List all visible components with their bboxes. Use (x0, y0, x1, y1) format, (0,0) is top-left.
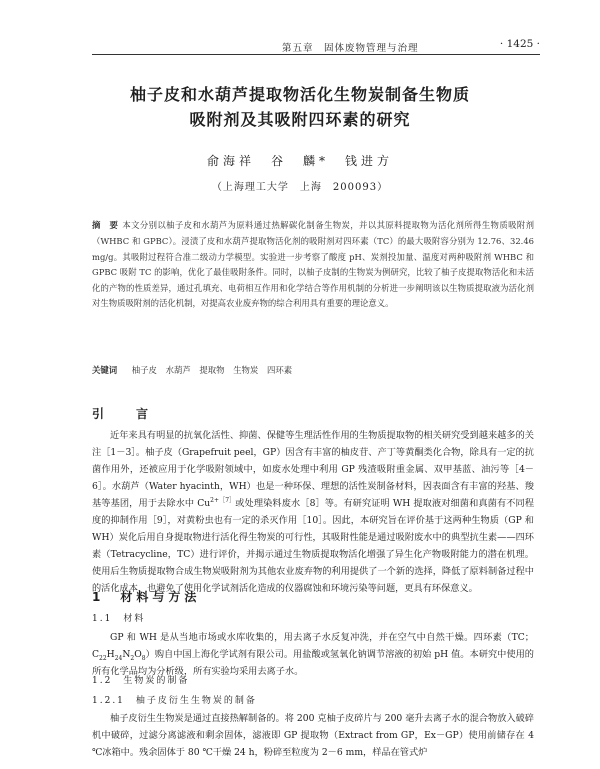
formula-subscript: 2 (130, 654, 135, 662)
abstract-text: 本文分别以柚子皮和水葫芦为原料通过热解碳化制备生物炭，并以其原料提取物为活化剂所得生物质吸附剂（WHBC 和 GPBC）。浸渍了皮和水葫芦提取物活化剂的吸附剂对四环素（TC）的最大吸附容分别为 12.76、32.46 mg/g。其吸附过程符合准二级动力学模型。实验进一步考察了酸度 pH、炭剂投加量、温度对两种吸附剂 WHBC 和 GPBC 吸附 TC 的影响，优化了最佳吸附条件。同时，以柚子皮制的生物炭为例研究，比较了柚子皮提取物活化和未活化的产物的性质差异，通过孔填充、电荷相互作用和化学结合等作用机制的分析进一步阐明该以生物质提取液为活化剂对生物质吸附剂的活化机制，对提高农业废弃物的综合利用具有重要的理论意义。 (92, 220, 535, 309)
materials-text-part: GP 和 WH 是从当地市场或水库收集的，用去离子水反复冲洗，并在空气中自然干燥。四环素（TC；C (92, 632, 534, 660)
chapter-title: 第五章 固体废物管理与治理 (282, 43, 419, 54)
materials-text-part: N (122, 649, 131, 660)
keywords-label: 关键词 (92, 365, 118, 375)
formula-subscript: 8 (141, 654, 146, 662)
keywords (92, 364, 534, 376)
materials-text-part: O (134, 649, 142, 660)
abstract (92, 218, 534, 312)
formula-subscript: 24 (114, 654, 123, 662)
running-header (92, 34, 540, 55)
materials-text-part: H (106, 649, 115, 660)
authors: 俞海祥 谷 麟* 钱进方 (206, 154, 393, 168)
gp-biochar-paragraph: 柚子皮衍生生物炭是通过直接热解制备的。将 200 克柚子皮碎片与 200 毫升去离子水的混合物放入破碎机中破碎，过滤分离滤液和剩余固体，滤液即 GP 提取物（Extract from GP，Ex－GP）使用前储存在 4 ℃冰箱中。残余固体于 80 ℃干燥 24 h，粉碎至粒度为 2－6 mm，样品在管式炉 (92, 713, 534, 758)
materials-text-part: ）购自中国上海化学试剂有限公司。用盐酸或氢氧化钠调节溶液的初始 pH 值。本研究中使用的所有化学品均为分析级，所有实验均采用去离子水。 (92, 649, 534, 677)
citation-superscript: 2+［7］ (210, 496, 236, 504)
keyword: 提取物 (199, 365, 225, 375)
section-heading-materials-methods: 1 材料与方法 (92, 590, 201, 604)
affiliation: （上海理工大学 上海 200093） (211, 182, 389, 193)
paper-title-line-2: 吸附剂及其吸附四环素的研究 (189, 110, 411, 129)
keyword: 四环素 (266, 365, 293, 375)
intro-text-part: 或处理染料废水［8］等。有研究证明 WH 提取液对细菌和真菌有不同程度的抑制作用［9］，对黄粉虫也有一定的杀灭作用［10］。因此，本研究旨在评价基于这两种生物质（GP 和 WH）炭化后用自身提取物进行活化得生物炭的可行性，其吸附性能是通过吸附废水中的典型抗生素——四环素（Tetracycline，TC）进行评价，并揭示通过生物质提取物活化增强了异生化产物吸附能力的潜在机理。使用后生物质提取物合成生物炭吸附剂为其他农业废弃物的利用提供了一个新的选择，降低了原料制备过程中的活化成本，也避免了使用化学试剂活化造成的仪器腐蚀和环境污染等问题，更具有环保意义。 (92, 498, 535, 594)
formula-subscript: 22 (99, 654, 107, 662)
intro-text-part: 近年来具有明显的抗氧化活性、抑菌、保健等生理活性作用的生物质提取物的相关研究受到越来越多的关注［1－3］。柚子皮（Grapefruit peel，GP）因含有丰富的柚皮苷、产丁等黄酮类化合物，除具有一定的抗菌作用外，还被应用于化学吸附领域中，如废水处理中利用 GP 残渣吸附重金属、双甲基蓝、油污等［4－6］。水葫芦（Water hyacinth，WH）也是一种环保、理想的活性炭制备材料，因表面含有丰富的羟基、羧基等基团，用于去除水中 Cu (92, 430, 534, 509)
subsection-heading-biochar-prep: 1.2 生物炭的制备 (92, 676, 190, 686)
keyword: 柚子皮 (131, 365, 157, 375)
introduction-paragraph (92, 427, 534, 597)
page-number: · 1425 · (499, 38, 540, 50)
keyword: 生物炭 (233, 365, 259, 375)
abstract-label: 摘 要 (92, 220, 119, 231)
section-heading-introduction: 引 言 (92, 407, 159, 421)
keyword: 水葫芦 (165, 365, 191, 375)
subsection-heading-materials: 1.1 材料 (92, 614, 146, 624)
subsection-heading-gp-biochar: 1.2.1 柚子皮衍生生物炭的制备 (92, 696, 257, 706)
paper-title-line-1: 柚子皮和水葫芦提取物活化生物炭制备生物质 (129, 85, 470, 104)
